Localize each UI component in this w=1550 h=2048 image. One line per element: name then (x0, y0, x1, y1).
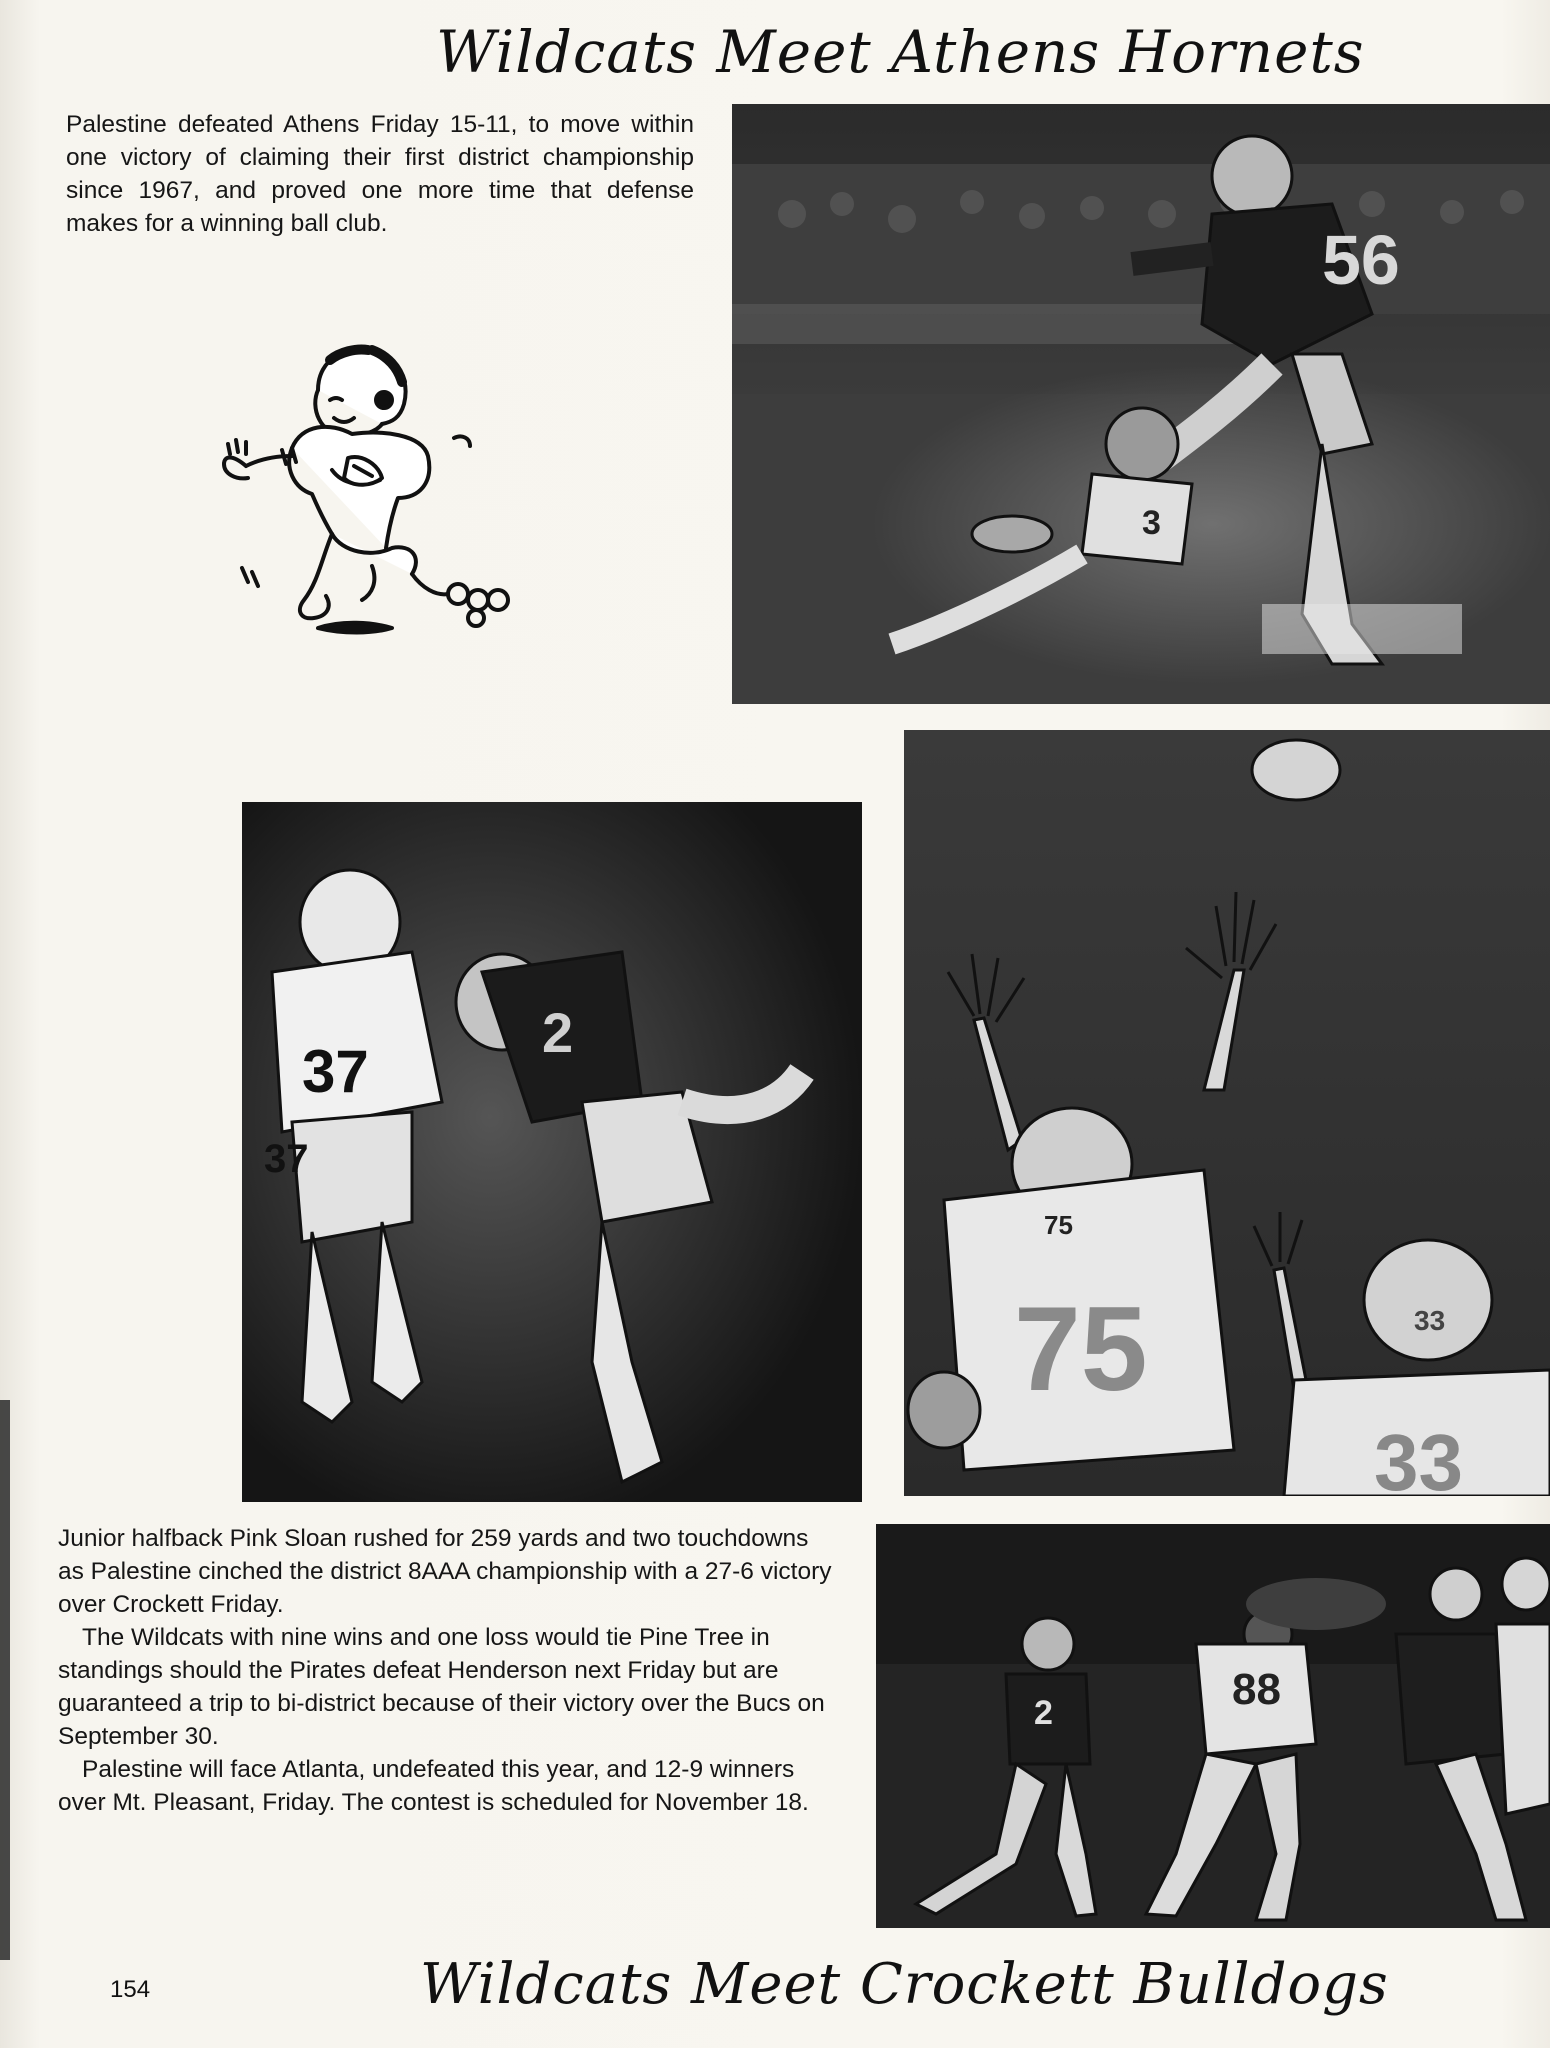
crockett-story (58, 1522, 838, 1819)
photo-kick-block-attempt (904, 730, 1550, 1496)
top-headline: Wildcats Meet Athens Hornets (436, 18, 1365, 86)
kicker-jersey-number: 56 (1322, 221, 1400, 299)
runner-jersey-number: 2 (542, 1001, 574, 1064)
player-33-jersey-number: 33 (1374, 1418, 1463, 1496)
binding-shadow (0, 1400, 10, 1960)
player-75-helmet-number: 75 (1044, 1210, 1073, 1240)
defender-pants-number: 37 (264, 1137, 309, 1181)
player-2-jersey-number: 2 (1034, 1694, 1053, 1732)
photo-runner-tackle (242, 802, 862, 1502)
player-88-jersey-number: 88 (1232, 1665, 1281, 1714)
bottom-headline: Wildcats Meet Crockett Bulldogs (420, 1952, 1389, 2017)
intro-text: Palestine defeated Athens Friday 15-11, to move within one victory of claiming their first district championship since 1967, and proved one more time that defense makes for a winning ball club. (66, 111, 694, 237)
story-paragraph-3: Palestine will face Atlanta, undefeated this year, and 12-9 winners over Mt. Pleasant, Friday. The contest is scheduled for November 18. (58, 1756, 809, 1816)
intro-paragraph (66, 108, 694, 240)
cartoon-drawing (222, 338, 562, 660)
page-number: 154 (110, 1976, 151, 2003)
defender-jersey-number: 37 (302, 1038, 369, 1105)
story-paragraph-2: The Wildcats with nine wins and one loss would tie Pine Tree in standings should the Pirates defeat Henderson next Friday but are guaranteed a trip to bi-district because of their victory over the Bucs on September 30. (58, 1624, 825, 1750)
player-33-helmet-number: 33 (1414, 1305, 1446, 1336)
holder-jersey-number: 3 (1142, 504, 1161, 542)
photo-night-play (876, 1524, 1550, 1928)
story-paragraph-1: Junior halfback Pink Sloan rushed for 259 yards and two touchdowns as Palestine cinched the district 8AAA championship with a 27-6 victory over Crockett Friday. (58, 1525, 832, 1618)
photo-kicker-placekick (732, 104, 1550, 704)
cartoon-football-player-illustration (222, 338, 562, 660)
player-75-jersey-number: 75 (1014, 1282, 1148, 1416)
